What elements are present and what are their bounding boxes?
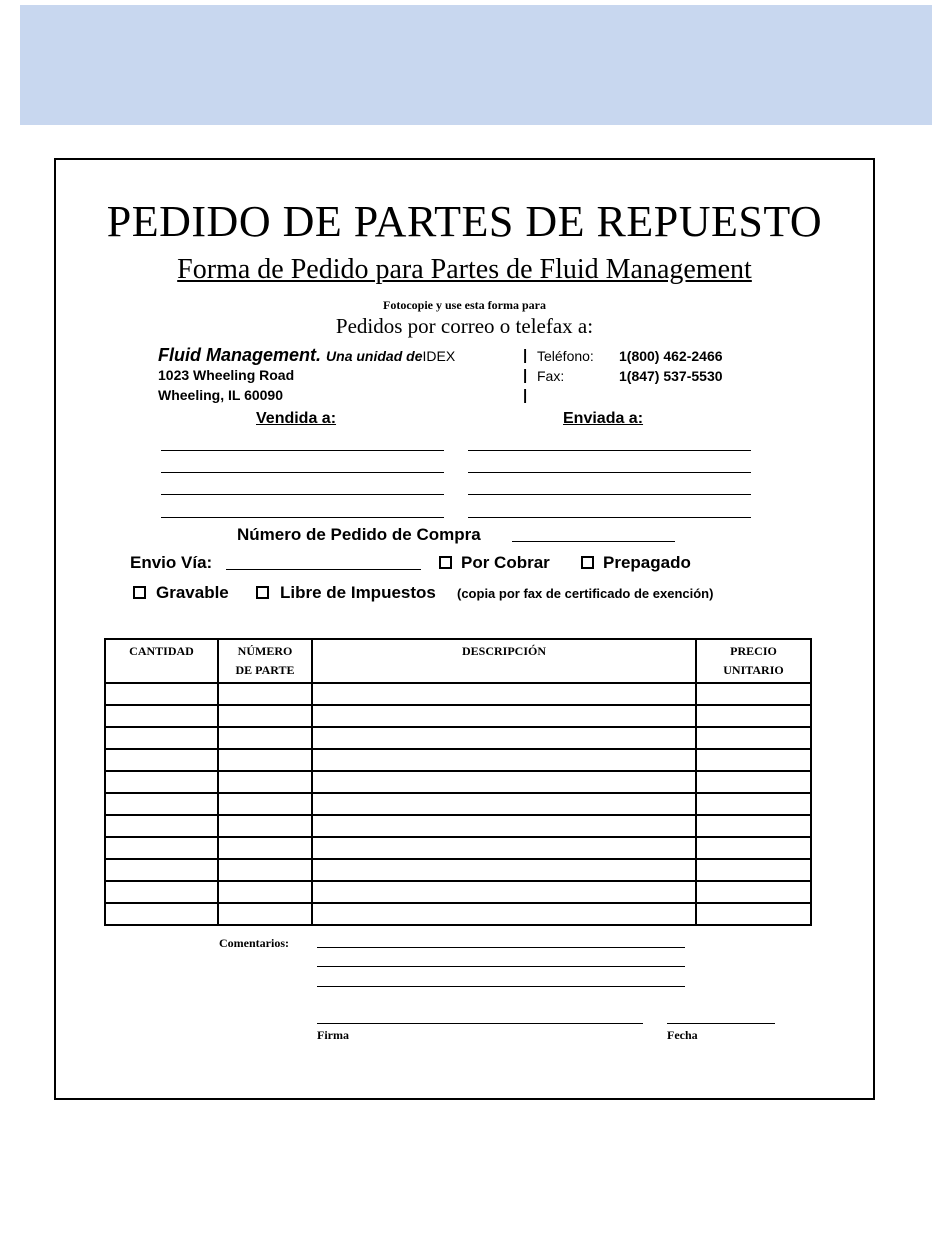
- signature-line[interactable]: [317, 1023, 643, 1024]
- unit-price-cell[interactable]: [696, 793, 811, 815]
- quantity-cell[interactable]: [105, 903, 218, 925]
- quantity-cell[interactable]: [105, 815, 218, 837]
- unit-price-cell[interactable]: [696, 683, 811, 705]
- description-cell[interactable]: [312, 815, 696, 837]
- date-line[interactable]: [667, 1023, 775, 1024]
- sold-to-heading: Vendida a:: [256, 410, 337, 427]
- ship-to-line-4[interactable]: [468, 517, 751, 518]
- order-form: [54, 158, 875, 1100]
- sold-to-line-4[interactable]: [161, 517, 444, 518]
- address-line-1: 1023 Wheeling Road: [158, 367, 295, 383]
- table-row: [105, 881, 811, 903]
- unit-price-cell[interactable]: [696, 903, 811, 925]
- company-name-line: [158, 345, 455, 366]
- comments-line-1[interactable]: [317, 947, 685, 948]
- sold-to-line-1[interactable]: [161, 450, 444, 451]
- part-number-cell[interactable]: [218, 903, 312, 925]
- quantity-cell[interactable]: [105, 683, 218, 705]
- sold-to-line-3[interactable]: [161, 494, 444, 495]
- quantity-cell[interactable]: [105, 749, 218, 771]
- header-quantity: CANTIDAD: [105, 639, 218, 683]
- comments-label: Comentarios:: [219, 936, 289, 950]
- table-row: [105, 837, 811, 859]
- description-cell[interactable]: [312, 793, 696, 815]
- collect-checkbox[interactable]: [439, 556, 452, 569]
- taxable-label: Gravable: [156, 583, 229, 602]
- form-subtitle: Forma de Pedido para Partes de Fluid Management: [177, 254, 752, 285]
- ship-to-line-2[interactable]: [468, 472, 751, 473]
- quantity-cell[interactable]: [105, 793, 218, 815]
- table-row: [105, 749, 811, 771]
- part-number-cell[interactable]: [218, 837, 312, 859]
- quantity-cell[interactable]: [105, 859, 218, 881]
- unit-price-cell[interactable]: [696, 859, 811, 881]
- tax-free-label: Libre de Impuestos: [280, 583, 436, 602]
- part-number-cell[interactable]: [218, 793, 312, 815]
- ship-to-heading: Enviada a:: [563, 410, 644, 427]
- header-banner: [20, 5, 932, 125]
- fax-label: Fax:: [537, 368, 565, 384]
- table-row: [105, 705, 811, 727]
- phone-label: Teléfono:: [537, 348, 594, 364]
- table-row: [105, 859, 811, 881]
- comments-line-2[interactable]: [317, 966, 685, 967]
- ship-to-line-3[interactable]: [468, 494, 751, 495]
- header-part-number: NÚMERO DE PARTE: [218, 639, 312, 683]
- description-cell[interactable]: [312, 683, 696, 705]
- ship-to-line-1[interactable]: [468, 450, 751, 451]
- unit-price-cell[interactable]: [696, 705, 811, 727]
- form-title: PEDIDO DE PARTES DE REPUESTO: [106, 197, 823, 246]
- part-number-cell[interactable]: [218, 705, 312, 727]
- table-row: [105, 903, 811, 925]
- company-name: Fluid Management.: [158, 345, 322, 365]
- taxable-checkbox[interactable]: [133, 586, 146, 599]
- header-description: DESCRIPCIÓN: [312, 639, 696, 683]
- unit-price-cell[interactable]: [696, 837, 811, 859]
- prepaid-checkbox[interactable]: [581, 556, 594, 569]
- part-number-cell[interactable]: [218, 683, 312, 705]
- po-number-label: Número de Pedido de Compra: [237, 525, 481, 544]
- table-row: [105, 727, 811, 749]
- description-cell[interactable]: [312, 705, 696, 727]
- description-cell[interactable]: [312, 727, 696, 749]
- po-number-field[interactable]: [512, 541, 675, 542]
- table-row: [105, 683, 811, 705]
- part-number-cell[interactable]: [218, 771, 312, 793]
- table-row: [105, 793, 811, 815]
- quantity-cell[interactable]: [105, 727, 218, 749]
- table-header-row: [105, 639, 811, 683]
- unit-price-cell[interactable]: [696, 771, 811, 793]
- prepaid-label: Prepagado: [603, 553, 691, 572]
- separator-1: |: [523, 347, 528, 364]
- part-number-cell[interactable]: [218, 859, 312, 881]
- description-cell[interactable]: [312, 903, 696, 925]
- quantity-cell[interactable]: [105, 881, 218, 903]
- company-unit-text: Una unidad de: [326, 348, 423, 364]
- ship-via-field[interactable]: [226, 569, 421, 570]
- quantity-cell[interactable]: [105, 771, 218, 793]
- ship-via-label: Envio Vía:: [130, 553, 213, 572]
- unit-price-cell[interactable]: [696, 749, 811, 771]
- company-parent: IDEX: [422, 348, 456, 364]
- table-row: [105, 771, 811, 793]
- collect-label: Por Cobrar: [461, 553, 550, 572]
- signature-label: Firma: [317, 1028, 349, 1042]
- address-line-2: Wheeling, IL 60090: [158, 387, 284, 403]
- description-cell[interactable]: [312, 771, 696, 793]
- separator-2: |: [523, 367, 528, 384]
- comments-line-3[interactable]: [317, 986, 685, 987]
- tax-free-checkbox[interactable]: [256, 586, 269, 599]
- photocopy-note: Fotocopie y use esta forma para: [383, 298, 546, 312]
- phone-value: 1(800) 462-2466: [619, 348, 723, 364]
- description-cell[interactable]: [312, 837, 696, 859]
- mail-fax-line: Pedidos por correo o telefax a:: [335, 314, 594, 338]
- separator-3: |: [523, 387, 528, 404]
- tax-free-note: (copia por fax de certificado de exención): [457, 586, 714, 601]
- description-cell[interactable]: [312, 881, 696, 903]
- sold-to-line-2[interactable]: [161, 472, 444, 473]
- quantity-cell[interactable]: [105, 837, 218, 859]
- parts-table: [104, 638, 812, 926]
- part-number-cell[interactable]: [218, 815, 312, 837]
- date-label: Fecha: [667, 1028, 698, 1042]
- unit-price-cell[interactable]: [696, 881, 811, 903]
- description-cell[interactable]: [312, 749, 696, 771]
- description-cell[interactable]: [312, 859, 696, 881]
- header-unit-price: PRECIO UNITARIO: [696, 639, 811, 683]
- part-number-cell[interactable]: [218, 881, 312, 903]
- fax-value: 1(847) 537-5530: [619, 368, 723, 384]
- table-row: [105, 815, 811, 837]
- part-number-cell[interactable]: [218, 749, 312, 771]
- unit-price-cell[interactable]: [696, 727, 811, 749]
- quantity-cell[interactable]: [105, 705, 218, 727]
- unit-price-cell[interactable]: [696, 815, 811, 837]
- part-number-cell[interactable]: [218, 727, 312, 749]
